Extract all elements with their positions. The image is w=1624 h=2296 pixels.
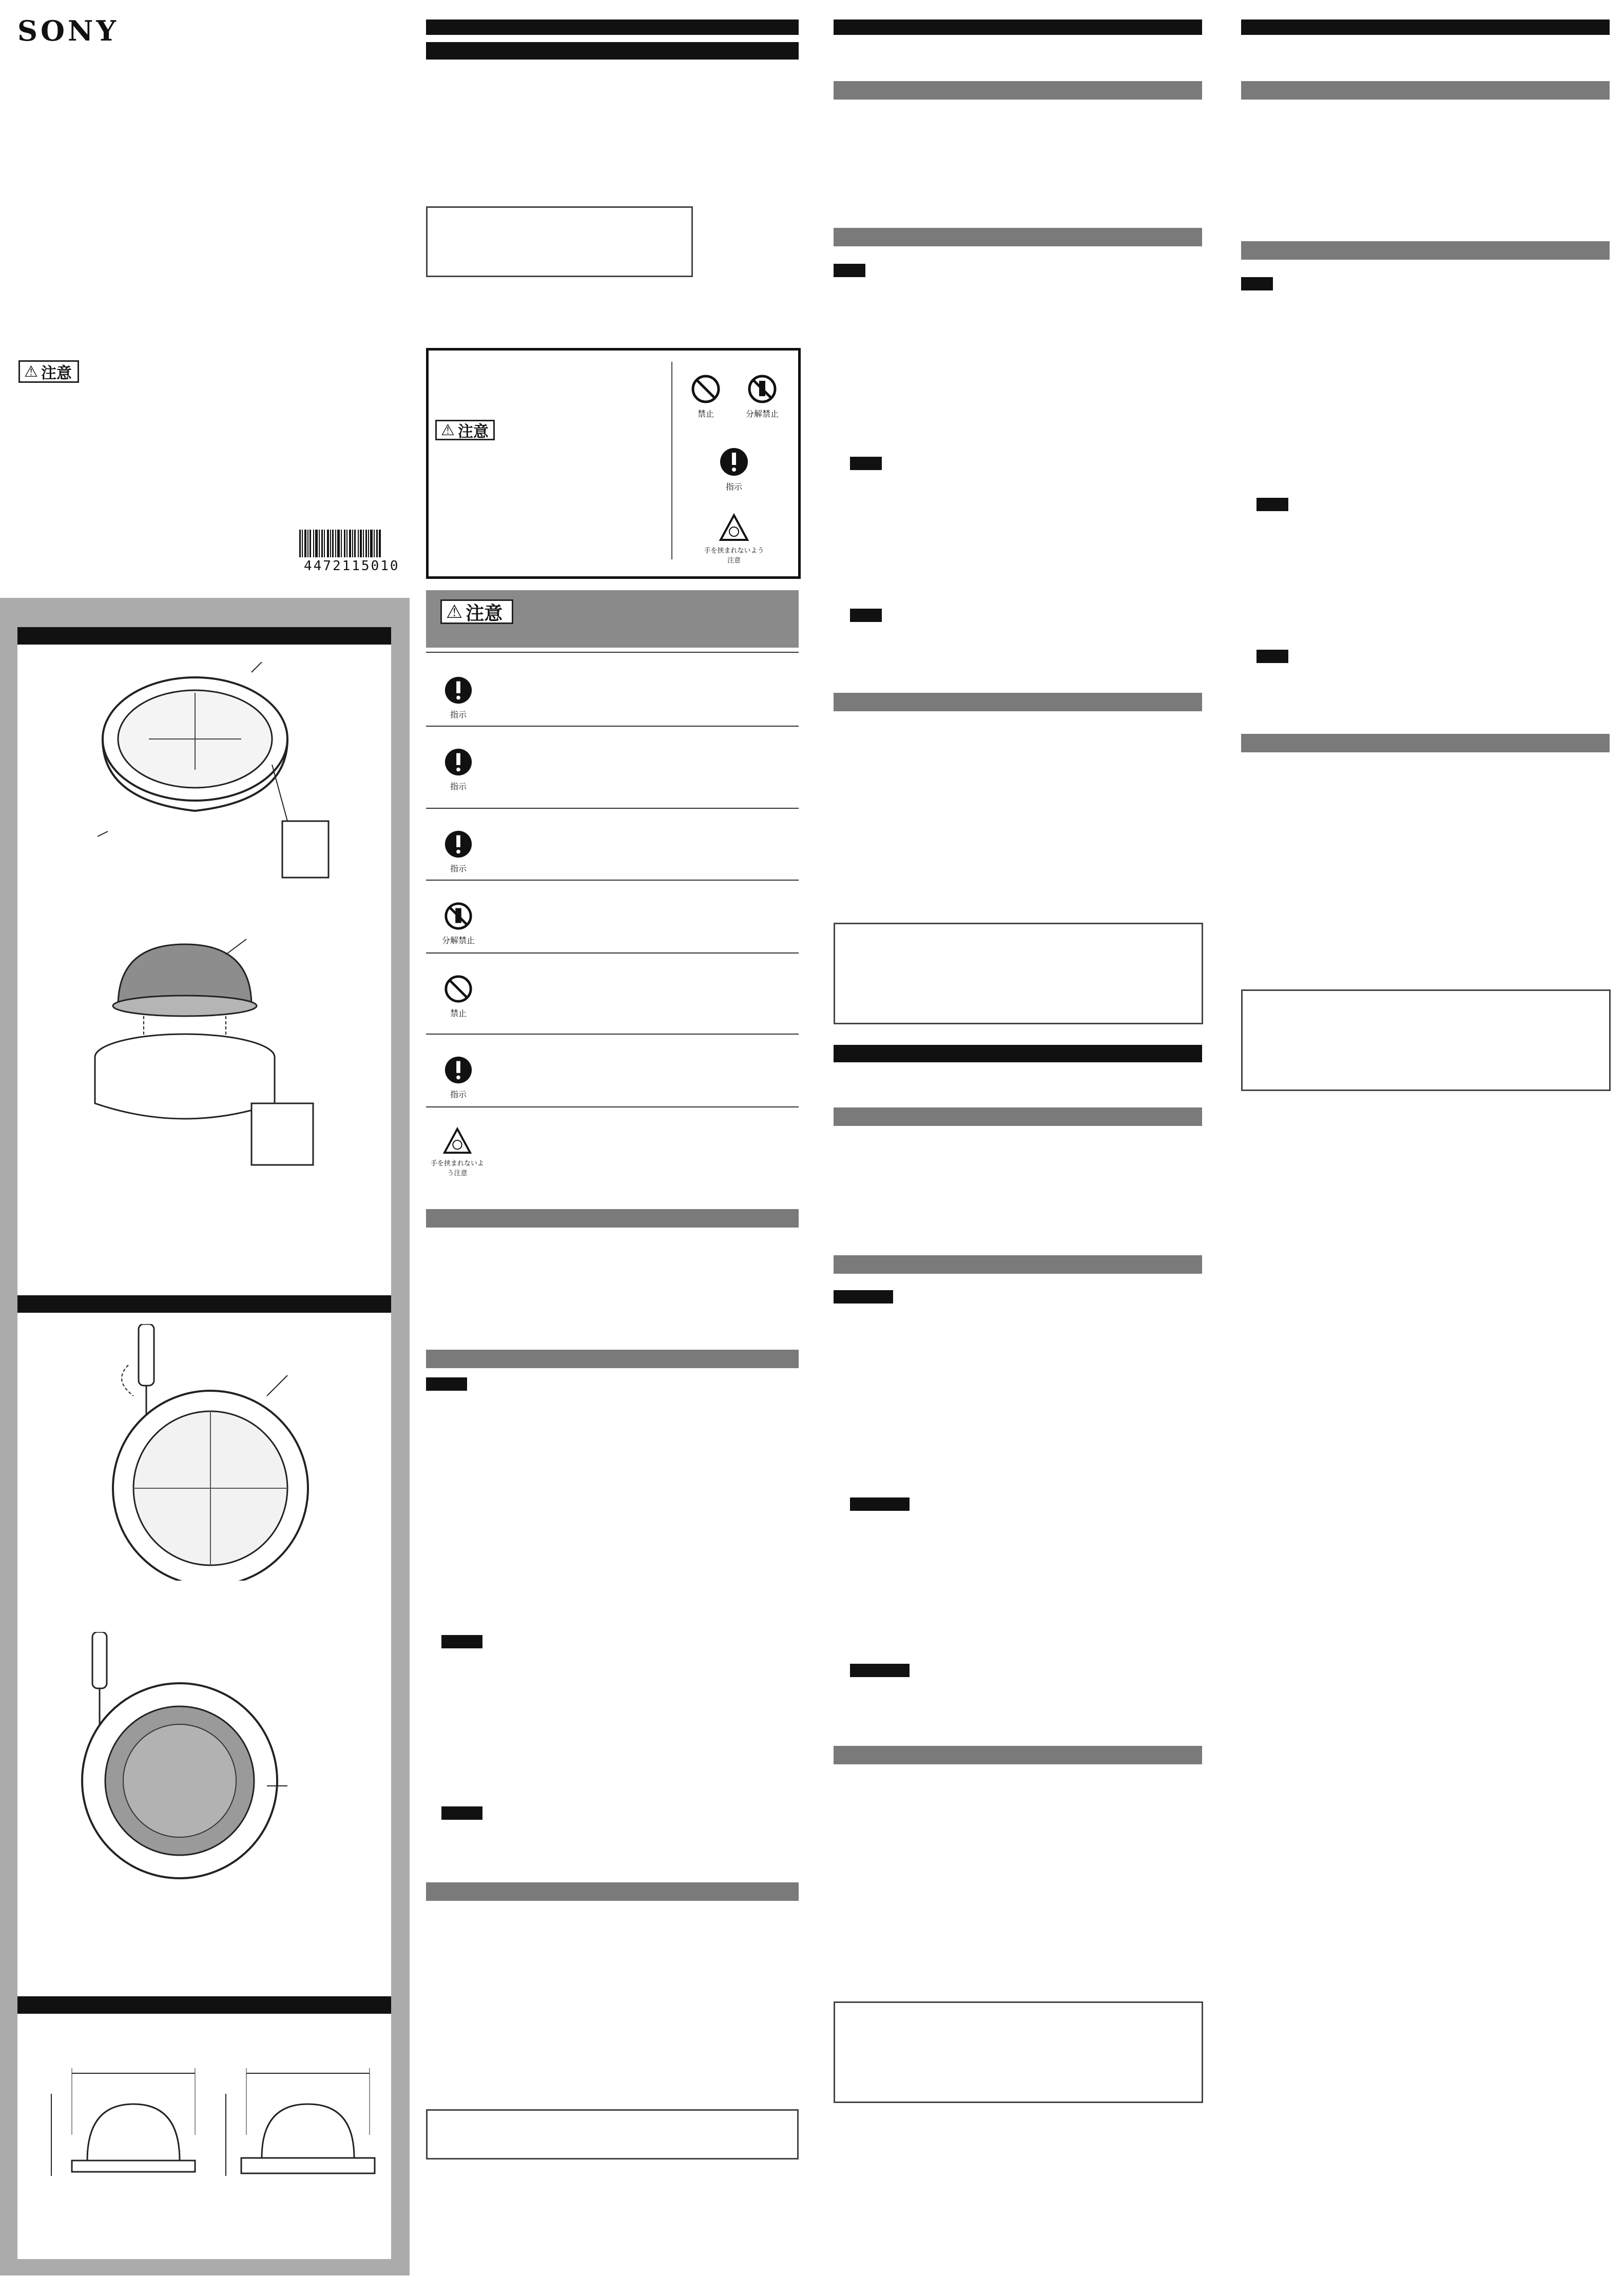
legend-divider: [671, 362, 672, 559]
prohibit-icon: [443, 974, 473, 1004]
instruction-item-6: 指示: [435, 1055, 481, 1100]
legend-no-disassemble: 分解禁止: [739, 374, 785, 419]
hand-caution-icon: [719, 513, 749, 542]
instruction-icon: [443, 829, 473, 859]
col3-tag-3: [850, 609, 882, 622]
col2-section-bar-3: [426, 1882, 799, 1901]
caution-label: 注意: [41, 364, 72, 382]
sony-logo: SONY: [17, 14, 119, 47]
caution-separator: [426, 652, 799, 653]
col3-tag-2: [850, 457, 882, 470]
caution-badge: [18, 360, 79, 383]
no-disassemble-icon: [443, 901, 473, 931]
col4-note-box: [1241, 989, 1611, 1091]
col3-tag-4: [834, 1290, 893, 1303]
col3-section-bar-2: [834, 228, 1202, 246]
instruction-icon: [443, 747, 473, 777]
col2-section-bar-1: [426, 1209, 799, 1228]
instruction-separator: [426, 1034, 799, 1035]
col4-tag-3: [1256, 650, 1288, 663]
inner-dome-figure: [67, 1632, 308, 1883]
col3-tag-5: [850, 1497, 910, 1511]
col2-tag-3: [441, 1806, 482, 1820]
col3-section-bar-6: [834, 1746, 1202, 1764]
col4-tag-1: [1241, 277, 1273, 290]
instruction-icon: [443, 1055, 473, 1085]
col3-note-box-1: [834, 923, 1203, 1024]
hand-caution-icon: [442, 1127, 472, 1155]
col3-tag-6: [850, 1664, 910, 1677]
legend-hand-caution: 手を挟まれないよう注意: [703, 513, 765, 565]
col4-header-bar: [1241, 20, 1610, 35]
col3-section-bar-5: [834, 1255, 1202, 1274]
panel-section-bar-3: [17, 1996, 391, 2014]
instruction-item-3: 指示: [435, 829, 481, 874]
screwdriver-install-figure: [82, 1324, 323, 1581]
col3-section-bar-1: [834, 81, 1202, 100]
col3-section-bar-3: [834, 693, 1202, 711]
instruction-separator: [426, 1106, 799, 1107]
col4-section-bar-3: [1241, 734, 1610, 752]
col3-note-box-2: [834, 2001, 1203, 2103]
col4-tag-2: [1256, 498, 1288, 511]
panel-section-bar-2: [17, 1295, 391, 1313]
instruction-separator: [426, 808, 799, 809]
housing-ring-figure: [98, 662, 339, 898]
instruction-separator: [426, 726, 799, 727]
col4-section-bar-2: [1241, 241, 1610, 260]
warning-triangle-icon: ⚠: [446, 601, 463, 622]
instruction-separator: [426, 880, 799, 881]
col2-header-bar-1: [426, 20, 799, 35]
instruction-icon: [443, 675, 473, 705]
instruction-item-1: 指示: [435, 675, 481, 720]
col3-header-bar: [834, 20, 1202, 35]
barcode: [299, 530, 391, 557]
instruction-item-5: 禁止: [435, 974, 481, 1019]
warning-triangle-icon: ⚠: [441, 421, 455, 439]
col3-header-bar-2: [834, 1045, 1202, 1062]
legend-caution-badge: ⚠ 注意: [435, 420, 495, 440]
instruction-item-4: 分解禁止: [431, 901, 486, 946]
col2-bottom-box: [426, 2109, 799, 2159]
dimension-drawing-left: [41, 2063, 210, 2186]
caution-heading-badge: ⚠ 注意: [440, 599, 513, 624]
legend-instruction: 指示: [713, 446, 755, 492]
warning-triangle-icon: ⚠: [24, 362, 38, 381]
col2-header-bar-2: [426, 42, 799, 60]
col3-section-bar-4: [834, 1107, 1202, 1126]
col2-note-box: [426, 206, 693, 277]
instruction-separator: [426, 952, 799, 954]
prohibit-icon: [690, 374, 721, 404]
col2-section-bar-2: [426, 1350, 799, 1368]
panel-section-bar-1: [17, 627, 391, 645]
col2-tag-2: [441, 1635, 482, 1648]
col3-tag-1: [834, 264, 865, 277]
barcode-number: 4472115010: [304, 558, 400, 574]
col2-tag-1: [426, 1377, 467, 1391]
col4-section-bar-1: [1241, 81, 1610, 100]
legend-prohibit: 禁止: [685, 374, 726, 419]
no-disassemble-icon: [747, 374, 778, 404]
dome-cover-figure: [82, 934, 328, 1175]
dimension-drawing-right: [216, 2063, 385, 2186]
instruction-item-7: 手を挟まれないよう注意: [429, 1127, 486, 1177]
instruction-item-2: 指示: [435, 747, 481, 792]
instruction-icon: [719, 446, 749, 477]
